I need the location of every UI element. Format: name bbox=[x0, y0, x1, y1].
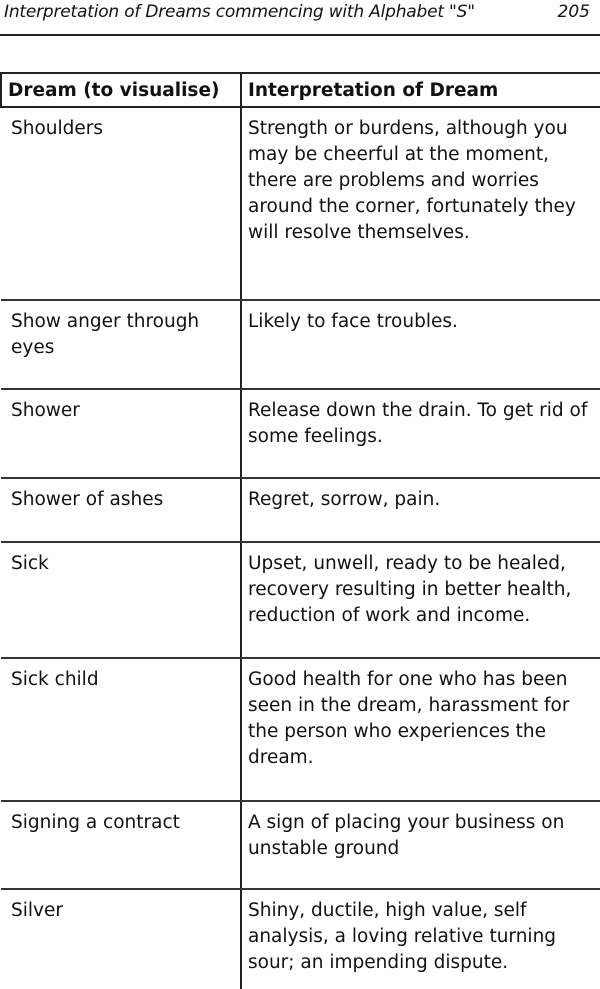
table-row bbox=[1, 658, 600, 801]
page-header bbox=[0, 0, 600, 36]
dream-cell: Sick bbox=[1, 542, 241, 658]
dream-cell: Shower bbox=[1, 389, 241, 478]
dream-cell: Shower of ashes bbox=[1, 478, 241, 542]
table-header-row bbox=[1, 73, 600, 107]
table-row bbox=[1, 801, 600, 889]
column-header-dream: Dream (to visualise) bbox=[1, 73, 241, 107]
column-header-interpretation: Interpretation of Dream bbox=[241, 73, 600, 107]
dream-cell: Signing a contract bbox=[1, 801, 241, 889]
interpretation-cell: Likely to face troubles. bbox=[241, 300, 600, 389]
interpretation-cell: A sign of placing your business on unstable ground bbox=[241, 801, 600, 889]
table-row bbox=[1, 542, 600, 658]
dream-cell: Show anger through eyes bbox=[1, 300, 241, 389]
table-row bbox=[1, 889, 600, 989]
table-row bbox=[1, 107, 600, 300]
table-row bbox=[1, 478, 600, 542]
table-row bbox=[1, 300, 600, 389]
table-row bbox=[1, 389, 600, 478]
dream-cell: Silver bbox=[1, 889, 241, 989]
interpretation-cell: Good health for one who has been seen in the dream, harassment for the person who experiences the dream. bbox=[241, 658, 600, 801]
interpretation-cell: Shiny, ductile, high value, self analysis, a loving relative turning sour; an impending dispute. bbox=[248, 900, 557, 973]
running-title: Interpretation of Dreams commencing with Alphabet "S" bbox=[4, 2, 475, 22]
dream-cell: Shoulders bbox=[1, 107, 241, 300]
interpretation-cell: Upset, unwell, ready to be healed, recovery resulting in better health, reduction of work and income. bbox=[241, 542, 600, 658]
interpretation-cell: Regret, sorrow, pain. bbox=[241, 478, 600, 542]
interpretation-cell: Strength or burdens, although you may be cheerful at the moment, there are problems and worries around the corner, fortunately they will resolve themselves. bbox=[241, 107, 600, 300]
dream-cell: Sick child bbox=[1, 658, 241, 801]
interpretation-cell: Release down the drain. To get rid of some feelings. bbox=[241, 389, 600, 478]
page-number: 205 bbox=[557, 2, 590, 22]
dream-interpretation-table bbox=[0, 72, 600, 989]
